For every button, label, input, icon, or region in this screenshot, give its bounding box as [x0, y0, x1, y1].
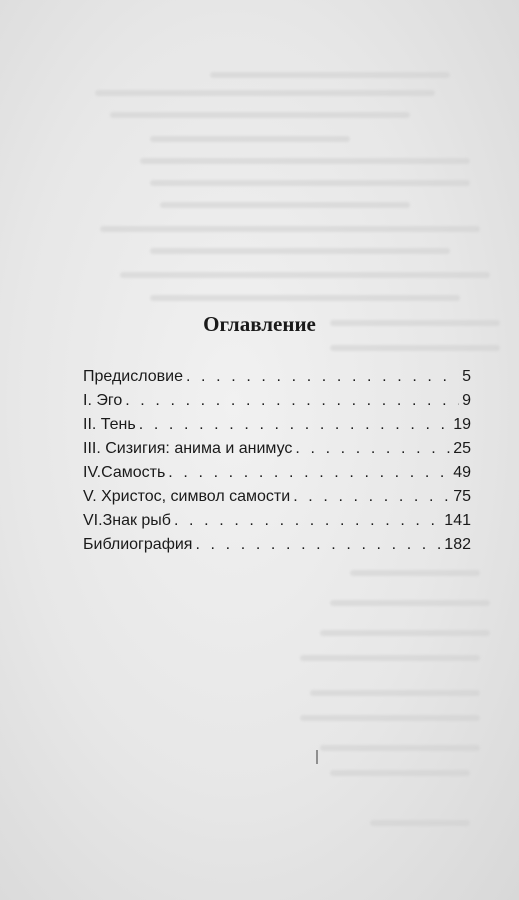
bleed-through-line: [320, 630, 490, 636]
bleed-through-line: [150, 295, 460, 301]
toc-entry-syzygy[interactable]: [83, 440, 471, 464]
bleed-through-line: [150, 248, 450, 254]
toc-entry-label: V. Христос, символ самости: [83, 488, 291, 505]
bleed-through-line: [330, 770, 470, 776]
dot-leader: [195, 536, 441, 554]
toc-entry-label: Предисловие: [83, 368, 183, 385]
bleed-through-line: [95, 90, 435, 96]
toc-entry-page: 141: [444, 512, 471, 529]
toc-entry-label: III. Сизигия: анима и анимус: [83, 440, 293, 457]
bleed-through-line: [150, 180, 470, 186]
toc-entry-preface[interactable]: [83, 368, 471, 392]
toc-entry-page: 9: [462, 392, 471, 409]
toc-entry-label: II. Тень: [83, 416, 136, 433]
bleed-through-line: [330, 345, 500, 351]
toc-entry-page: 75: [453, 488, 471, 505]
toc-entry-label: I. Эго: [83, 392, 123, 409]
table-of-contents: [83, 368, 471, 560]
dot-leader: [295, 440, 450, 458]
bleed-through-line: [110, 112, 410, 118]
bleed-through-line: [120, 272, 490, 278]
toc-entry-label: Библиография: [83, 536, 193, 553]
toc-entry-bibliography[interactable]: [83, 536, 471, 560]
bleed-through-line: [330, 600, 490, 606]
dot-leader: [174, 512, 441, 530]
bleed-through-line: [140, 158, 470, 164]
toc-entry-page: 5: [462, 368, 471, 385]
paper-mark: [316, 750, 318, 764]
bleed-through-line: [310, 690, 480, 696]
toc-entry-page: 182: [444, 536, 471, 553]
toc-entry-ego[interactable]: [83, 392, 471, 416]
bleed-through-line: [160, 202, 410, 208]
toc-heading: Оглавление: [203, 312, 316, 336]
bleed-through-line: [150, 136, 350, 142]
bleed-through-line: [350, 570, 480, 576]
dot-leader: [293, 488, 450, 506]
bleed-through-line: [100, 226, 480, 232]
toc-entry-page: 49: [453, 464, 471, 481]
dot-leader: [125, 392, 459, 410]
toc-entry-christ[interactable]: [83, 488, 471, 512]
toc-entry-label: VI.Знак рыб: [83, 512, 171, 529]
toc-entry-fishes[interactable]: [83, 512, 471, 536]
dot-leader: [186, 368, 459, 386]
toc-entry-page: 25: [453, 440, 471, 457]
bleed-through-line: [300, 655, 480, 661]
toc-entry-page: 19: [453, 416, 471, 433]
toc-entry-label: IV.Самость: [83, 464, 166, 481]
toc-entry-shadow[interactable]: [83, 416, 471, 440]
dot-leader: [168, 464, 450, 482]
bleed-through-line: [300, 715, 480, 721]
bleed-through-line: [210, 72, 450, 78]
bleed-through-line: [320, 745, 480, 751]
bleed-through-line: [370, 820, 470, 826]
dot-leader: [139, 416, 450, 434]
toc-entry-self[interactable]: [83, 464, 471, 488]
